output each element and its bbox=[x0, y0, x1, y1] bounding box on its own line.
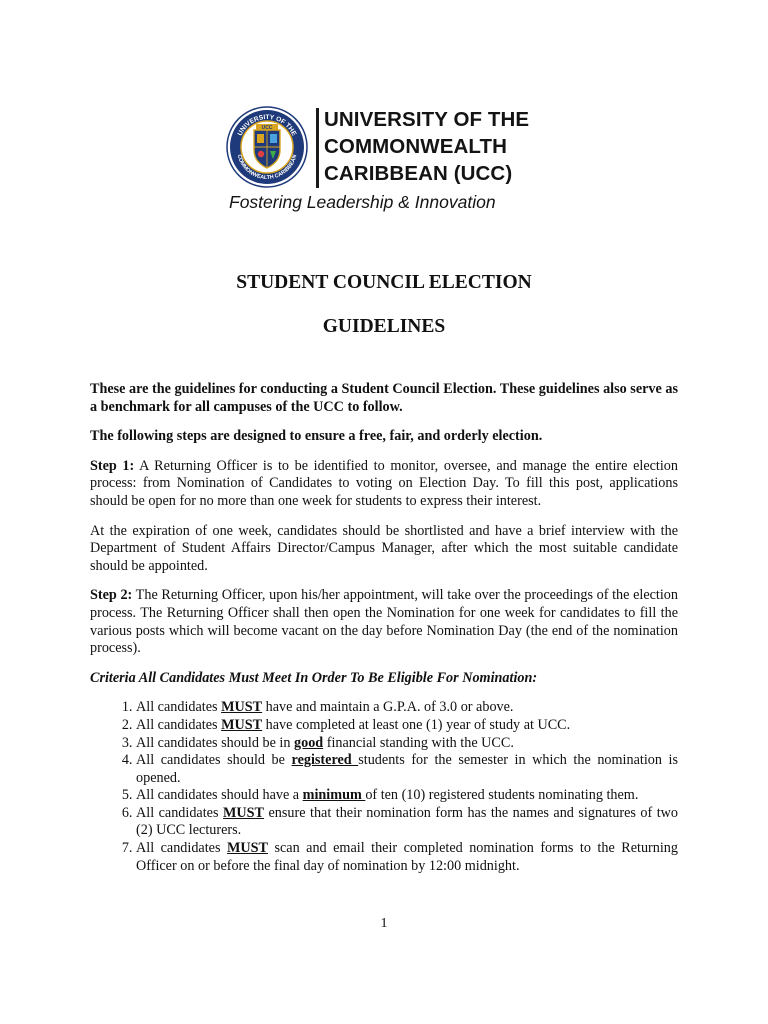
criteria-text: All candidates should be in bbox=[136, 734, 295, 751]
document-body bbox=[90, 381, 678, 875]
criteria-item bbox=[136, 699, 678, 717]
criteria-text: All candidates bbox=[136, 699, 222, 716]
step1-label: Step 1: bbox=[90, 457, 135, 474]
step1-text: A Returning Officer is to be identified to monitor, oversee, and manage the entire election process: from Nomination of Candidates to voting on Election Day. To fill this post, applications should be open for no more than one week for students to express their interest. bbox=[90, 457, 678, 509]
criteria-item bbox=[136, 805, 678, 840]
criteria-text: have completed at least one (1) year of study at UCC. bbox=[262, 716, 571, 733]
university-seal-logo bbox=[226, 106, 308, 188]
seal-text-top: UNIVERSITY OF THE bbox=[236, 113, 298, 138]
seal-text-bottom: COMMONWEALTH CARIBBEAN bbox=[235, 153, 299, 182]
university-name-line1: UNIVERSITY OF THE bbox=[324, 108, 530, 131]
criteria-text: students for the semester in which the nomination is opened. bbox=[136, 752, 678, 786]
header-divider bbox=[316, 108, 319, 188]
step2-label: Step 2: bbox=[90, 587, 133, 604]
step2-paragraph bbox=[90, 587, 678, 657]
document-title: STUDENT COUNCIL ELECTION bbox=[236, 272, 532, 293]
criteria-text: All candidates should be bbox=[136, 752, 292, 769]
criteria-emphasis: MUST bbox=[226, 840, 268, 857]
criteria-text: ensure that their nomination form has the names and signatures of two (2) UCC lecturers. bbox=[136, 804, 678, 839]
criteria-text: have and maintain a G.P.A. of 3.0 or above. bbox=[262, 699, 514, 716]
steps-intro: The following steps are designed to ensure a free, fair, and orderly election. bbox=[90, 428, 543, 445]
criteria-emphasis: MUST bbox=[223, 804, 264, 821]
criteria-item bbox=[136, 752, 678, 787]
intro-paragraph: These are the guidelines for conducting a Student Council Election. These guidelines also serve as a benchmark for all campuses of the UCC to follow. bbox=[90, 381, 678, 415]
criteria-emphasis: good bbox=[294, 734, 324, 751]
step2-text: The Returning Officer, upon his/her appointment, will take over the proceedings of the election process. The Returning Officer shall then open the Nomination for one week for candidates to fill the various posts which will become vacant on the day before Nomination Day (the end of the nomination process). bbox=[90, 587, 678, 657]
criteria-text: All candidates bbox=[136, 716, 222, 733]
university-header bbox=[226, 106, 556, 216]
criteria-emphasis: MUST bbox=[221, 716, 263, 733]
criteria-item bbox=[136, 717, 678, 735]
university-tagline: Fostering Leadership & Innovation bbox=[229, 192, 496, 212]
university-name-line2: COMMONWEALTH bbox=[324, 135, 508, 158]
criteria-list bbox=[90, 699, 678, 875]
university-name-line3: CARIBBEAN (UCC) bbox=[324, 162, 513, 185]
criteria-text: All candidates should have a bbox=[136, 787, 303, 804]
criteria-text: scan and email their completed nomination forms to the Returning Officer on or before the final day of nomination by 12:00 midnight. bbox=[136, 840, 678, 874]
seal-center-text: UCC bbox=[261, 125, 273, 131]
criteria-emphasis: minimum bbox=[302, 787, 366, 804]
criteria-heading: Criteria All Candidates Must Meet In Order To Be Eligible For Nomination: bbox=[90, 669, 538, 686]
step1-paragraph bbox=[90, 458, 678, 511]
criteria-text: All candidates bbox=[136, 840, 227, 857]
criteria-emphasis: registered bbox=[291, 752, 359, 769]
criteria-item bbox=[136, 840, 678, 875]
criteria-text: of ten (10) registered students nominating them. bbox=[365, 787, 639, 804]
criteria-item bbox=[136, 787, 678, 805]
criteria-emphasis: MUST bbox=[221, 699, 263, 716]
document-subtitle: GUIDELINES bbox=[322, 316, 446, 337]
criteria-item bbox=[136, 735, 678, 753]
criteria-text: All candidates bbox=[136, 804, 223, 821]
university-name bbox=[324, 106, 564, 187]
criteria-text: financial standing with the UCC. bbox=[323, 734, 514, 751]
step1-followup-paragraph: At the expiration of one week, candidates should be shortlisted and have a brief interview with the Department of Student Affairs Director/Campus Manager, after which the most suitable candidate should be appointed. bbox=[90, 522, 678, 574]
page-number: 1 bbox=[380, 916, 388, 931]
